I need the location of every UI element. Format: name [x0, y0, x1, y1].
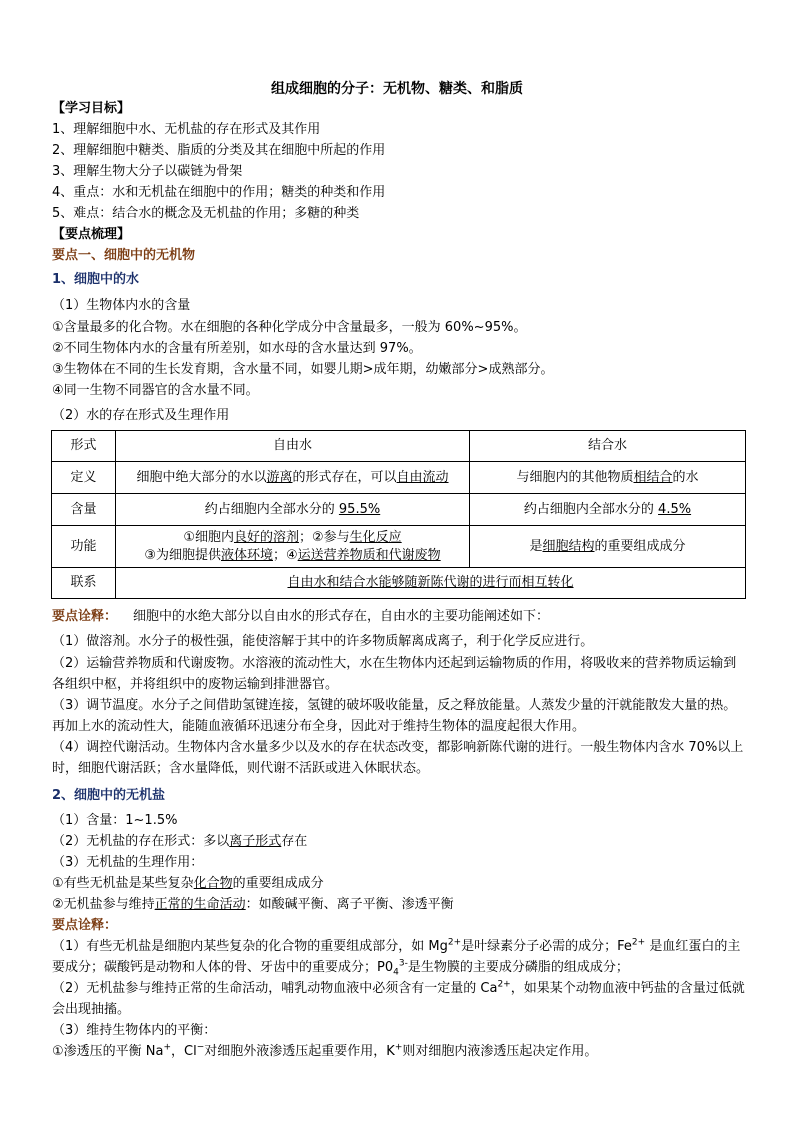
water-note-3: （3）调节温度。水分子之间借助氢键连接，氢键的破坏吸收能量，反之释放能量。人蒸发少量的汗就能散发大量的热。再加上水的流动性大，能随血液循环迅速分布全身，因此对于维持生物体的温度起很大作用。	[52, 698, 737, 734]
salt-note-3: （3）维持生物体内的平衡：	[52, 1023, 217, 1038]
table-cell: ①细胞内良好的溶剂；②参与生化反应 ③为细胞提供液体环境；④运送营养物质和代谢废物	[116, 526, 470, 568]
table-header: 自由水	[116, 431, 470, 462]
salt-note-label: 要点诠释：	[52, 918, 118, 933]
goal-item: 2、理解细胞中糖类、脂质的分类及其在细胞中所起的作用	[52, 143, 386, 158]
points-header: 【要点梳理】	[52, 227, 131, 242]
water-content-item: ③生物体在不同的生长发育期，含水量不同，如婴儿期>成年期，幼嫩部分>成熟部分。	[52, 362, 554, 377]
row-label: 功能	[52, 526, 116, 568]
salt-line: ②无机盐参与维持正常的生命活动：如酸碱平衡、离子平衡、渗透平衡	[52, 897, 454, 912]
salt-note-2: （2）无机盐参与维持正常的生命活动，哺乳动物血液中必须含有一定量的 $Ca^{2+}$，如果某个动物血液中钙盐的含量过低就会出现抽搐。	[52, 979, 745, 1017]
water-content-item: ②不同生物体内水的含量有所差别，如水母的含水量达到 97%。	[52, 341, 422, 356]
table-cell: 细胞中绝大部分的水以游离的形式存在，可以自由流动	[116, 462, 470, 494]
water-note-4: （4）调控代谢活动。生物体内含水量多少以及水的存在状态改变，都影响新陈代谢的进行。一般生物体内含水 70%以上时，细胞代谢活跃；含水量降低，则代谢不活跃或进入休眠状态。	[52, 740, 744, 776]
table-cell: 与细胞内的其他物质相结合的水	[470, 462, 746, 494]
water-content-item: ④同一生物不同器官的含水量不同。	[52, 383, 259, 398]
salt-line: （2）无机盐的存在形式：多以离子形式存在	[52, 834, 308, 849]
goal-item: 4、重点：水和无机盐在细胞中的作用；糖类的种类和作用	[52, 185, 386, 200]
table-header: 形式	[52, 431, 116, 462]
water-note-intro: 要点诠释： 细胞中的水绝大部分以自由水的形式存在，自由水的主要功能阐述如下：	[52, 609, 550, 624]
table-row	[52, 431, 746, 462]
salt-line: （3）无机盐的生理作用：	[52, 855, 204, 870]
table-cell: 约占细胞内全部水分的 95.5%	[116, 494, 470, 526]
water-note-2: （2）运输营养物质和代谢废物。水溶液的流动性大，水在生物体内还起到运输物质的作用，将吸收来的营养物质运输到各组织中枢，并将组织中的废物运输到排泄器官。	[52, 656, 737, 692]
row-label: 含量	[52, 494, 116, 526]
goal-item: 3、理解生物大分子以碳链为骨架	[52, 164, 243, 179]
water-forms-table	[51, 430, 746, 599]
table-cell: 自由水和结合水能够随新陈代谢的进行而相互转化	[116, 568, 746, 599]
salt-line: （1）含量：1~1.5%	[52, 813, 178, 828]
table-row	[52, 526, 746, 568]
table-cell: 是细胞结构的重要组成成分	[470, 526, 746, 568]
salt-note-4: ①渗透压的平衡 Na+，Cl−对细胞外液渗透压起重要作用，K+则对细胞内液渗透压起决定作用。	[52, 1042, 598, 1059]
document-title: 组成细胞的分子：无机物、糖类、和脂质	[271, 81, 523, 97]
table-row	[52, 462, 746, 494]
water-content-title: （1）生物体内水的含量	[52, 298, 191, 313]
salt-heading: 2、细胞中的无机盐	[52, 788, 166, 803]
table-row	[52, 568, 746, 599]
goals-header: 【学习目标】	[52, 101, 131, 116]
water-forms-title: （2）水的存在形式及生理作用	[52, 408, 230, 423]
goal-item: 1、理解细胞中水、无机盐的存在形式及其作用	[52, 122, 321, 137]
table-row	[52, 494, 746, 526]
section-heading: 要点一、细胞中的无机物	[52, 248, 196, 263]
row-label: 联系	[52, 568, 116, 599]
water-content-item: ①含量最多的化合物。水在细胞的各种化学成分中含量最多，一般为 60%~95%。	[52, 320, 527, 335]
salt-line: ①有些无机盐是某些复杂化合物的重要组成成分	[52, 876, 324, 891]
table-cell: 约占细胞内全部水分的 4.5%	[470, 494, 746, 526]
table-header: 结合水	[470, 431, 746, 462]
water-heading: 1、细胞中的水	[52, 272, 140, 287]
goal-item: 5、难点：结合水的概念及无机盐的作用；多糖的种类	[52, 206, 360, 221]
salt-note-1: （1）有些无机盐是细胞内某些复杂的化合物的重要组成部分，如 $Mg^{2+}$是叶绿素分子必需的成分；$Fe^{2+}$ 是血红蛋白的主要成分；碳酸钙是动物和人体的骨、牙齿中的重要成分；$P0_4^{3-}$是生物膜的主要成分磷脂的组成成分；	[52, 937, 741, 978]
row-label: 定义	[52, 462, 116, 494]
water-note-1: （1）做溶剂。水分子的极性强，能使溶解于其中的许多物质解离成离子，利于化学反应进行。	[52, 634, 594, 649]
